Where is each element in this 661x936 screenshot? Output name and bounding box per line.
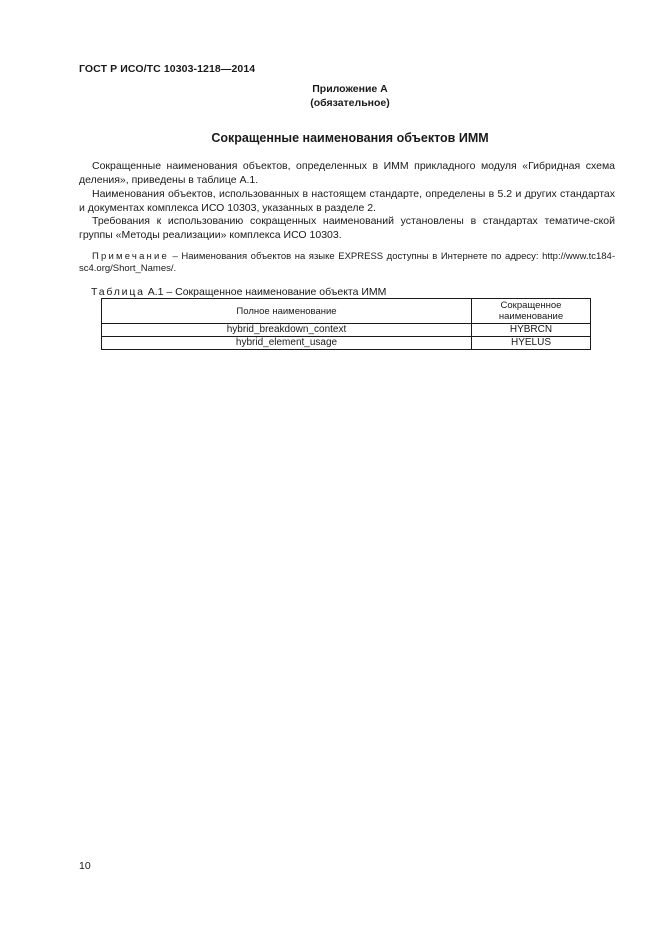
- paragraph-1: [79, 159, 615, 187]
- table-caption-label: Таблица: [91, 286, 145, 298]
- document-code: ГОСТ Р ИСО/ТС 10303-1218—2014: [79, 63, 256, 75]
- header-short-name: Сокращенное наименование: [472, 299, 591, 324]
- abbreviations-table: [101, 298, 591, 350]
- appendix-status: (обязательное): [310, 97, 390, 109]
- note-label: Примечание: [92, 251, 169, 262]
- header-full-name: Полное наименование: [102, 299, 472, 324]
- table-header-row: [102, 299, 591, 324]
- section-title: Сокращенные наименования объектов ИММ: [211, 131, 489, 145]
- table-row: [102, 337, 591, 350]
- paragraph-2-text: Наименования объектов, использованных в настоящем стандарте, определены в 5.2 и других стандартах и документах комплекса ИСО 10303, указанных в разделе 2.: [79, 188, 615, 214]
- note: [79, 251, 615, 275]
- full-name-cell: hybrid_breakdown_context: [102, 324, 472, 337]
- full-name-cell: hybrid_element_usage: [102, 337, 472, 350]
- paragraph-2: [79, 187, 615, 215]
- paragraph-1-text: Сокращенные наименования объектов, определенных в ИММ прикладного модуля «Гибридная схема деления», приведены в таблице А.1.: [79, 160, 615, 186]
- paragraph-3: [79, 214, 615, 242]
- short-name-cell: HYELUS: [472, 337, 591, 350]
- short-name-cell: HYBRCN: [472, 324, 591, 337]
- appendix-title: Приложение А: [312, 83, 388, 95]
- table-caption-text: А.1 – Сокращенное наименование объекта ИММ: [144, 286, 387, 298]
- paragraph-3-text: Требования к использованию сокращенных наименований установлены в стандартах тематиче-ской группы «Методы реализации» комплекса ИСО 10303.: [79, 215, 615, 241]
- note-text: – Наименования объектов на языке EXPRESS доступны в Интернете по адресу: http://www.tc184-sc4.org/Short_Names/.: [79, 251, 615, 274]
- table-caption: [91, 286, 386, 298]
- table-row: [102, 324, 591, 337]
- page-number: 10: [79, 860, 91, 872]
